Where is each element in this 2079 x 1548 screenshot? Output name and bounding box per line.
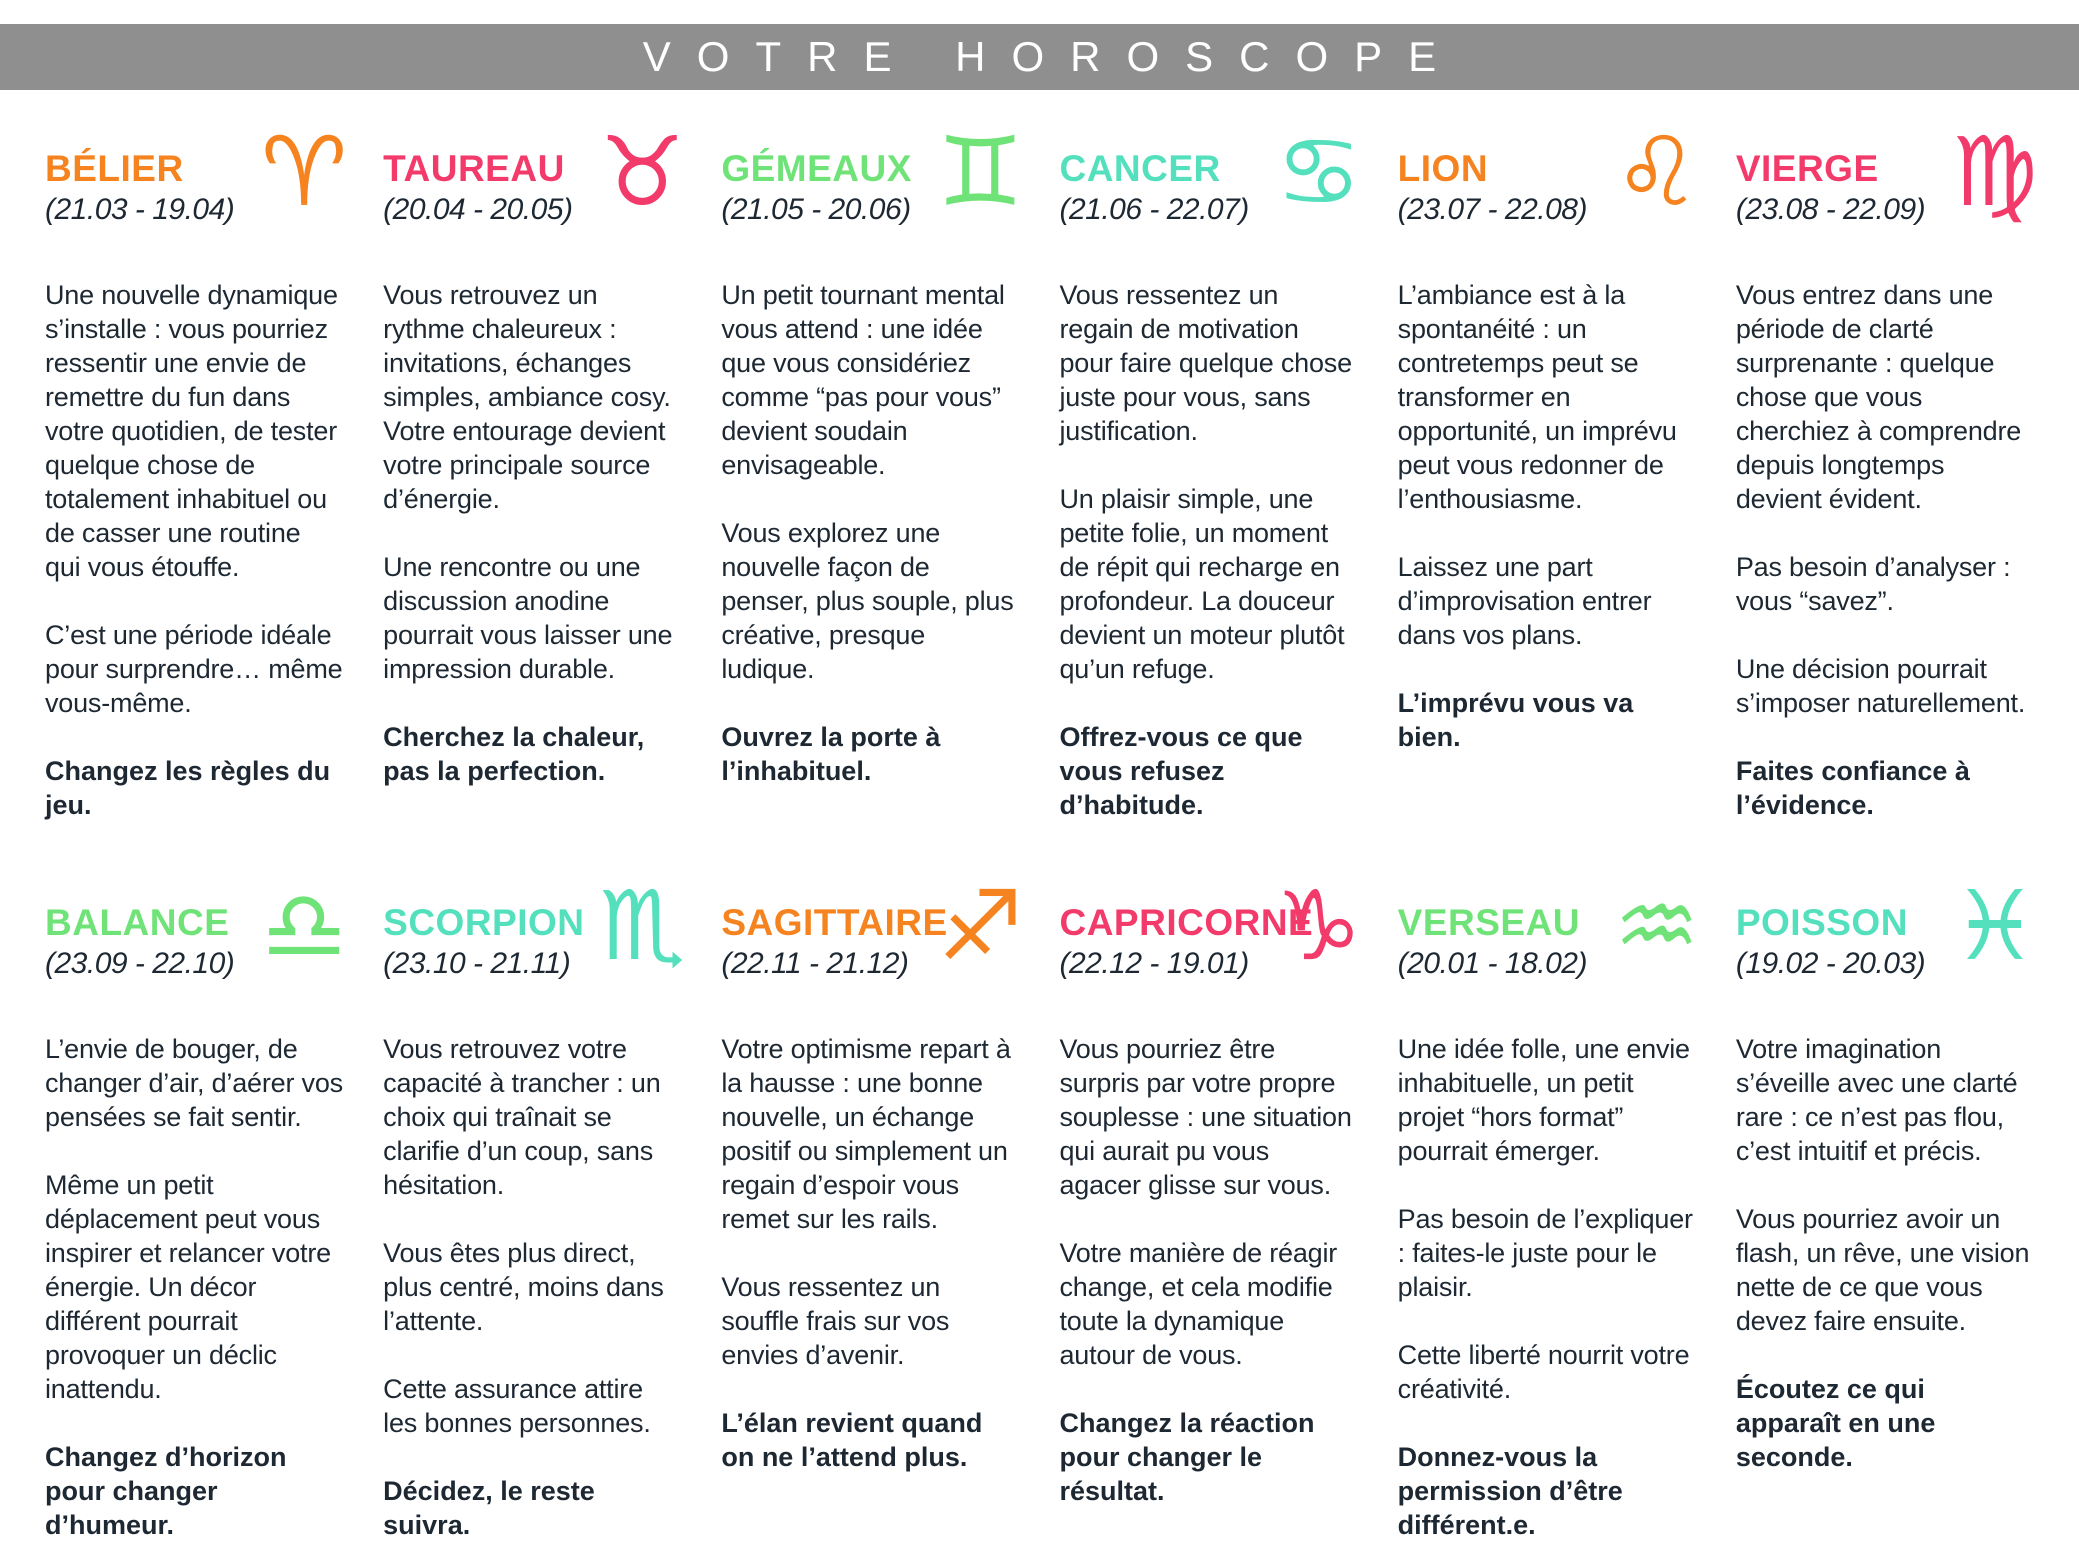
sign-highlight: Changez la réaction pour changer le résultat. bbox=[1059, 1408, 1315, 1507]
sign-paragraph: Votre manière de réagir change, et cela modifie toute la dynamique autour de vous. bbox=[1059, 1238, 1338, 1371]
pisces-icon: ♓ bbox=[1951, 870, 2038, 983]
sign-highlight: Changez d’horizon pour changer d’humeur. bbox=[45, 1442, 287, 1541]
sign-card bbox=[45, 116, 348, 822]
sign-paragraph: Une nouvelle dynamique s’installe : vous pourriez ressentir une envie de remettre du fun dans votre quotidien, de tester quelque chose de totalement inhabituel ou de casser une routine qui vous étouffe. bbox=[45, 280, 338, 583]
sign-paragraph: Une rencontre ou une discussion anodine pourrait vous laisser une impression durable. bbox=[383, 552, 673, 685]
cancer-icon: ♋ bbox=[1275, 116, 1362, 228]
sign-card bbox=[1059, 116, 1362, 822]
sign-paragraph: C’est une période idéale pour surprendre… même vous-même. bbox=[45, 620, 343, 719]
sign-card bbox=[1735, 116, 2038, 822]
sign-paragraph: Laissez une part d’improvisation entrer dans vos plans. bbox=[1397, 552, 1652, 651]
sign-name: VERSEAU bbox=[1397, 902, 1581, 944]
sign-dates: (20.01 - 18.02) bbox=[1397, 947, 1587, 981]
sign-name: CAPRICORNE bbox=[1059, 902, 1314, 944]
page-header-bar bbox=[0, 24, 2079, 90]
libra-icon: ♎ bbox=[261, 870, 348, 983]
sign-paragraph: Une décision pourrait s’imposer naturellement. bbox=[1735, 654, 2026, 719]
sign-paragraph: Vous pourriez avoir un flash, un rêve, une vision nette de ce que vous devez faire ensuite. bbox=[1735, 1204, 2030, 1337]
sign-highlight: Changez les règles du jeu. bbox=[45, 756, 331, 821]
sign-header bbox=[721, 870, 1024, 1014]
gemini-icon: ♊ bbox=[937, 116, 1024, 228]
sign-header bbox=[721, 116, 1024, 260]
sign-name: SCORPION bbox=[383, 902, 585, 944]
sign-highlight: Cherchez la chaleur, pas la perfection. bbox=[383, 722, 645, 787]
sign-paragraph: Votre optimisme repart à la hausse : une bonne nouvelle, un échange positif ou simplement un regain d’espoir vous remet sur les rails. bbox=[721, 1034, 1011, 1235]
sign-paragraph: Cette assurance attire les bonnes personnes. bbox=[383, 1374, 651, 1439]
sign-highlight: L’élan revient quand on ne l’attend plus. bbox=[721, 1408, 983, 1473]
sign-highlight: L’imprévu vous va bien. bbox=[1397, 688, 1634, 753]
sign-body bbox=[1398, 1032, 1696, 1542]
sign-paragraph: Vous retrouvez votre capacité à trancher : un choix qui traînait se clarifie d’un coup, sans hésitation. bbox=[383, 1034, 661, 1201]
sign-name: VIERGE bbox=[1735, 148, 1879, 189]
sign-paragraph: Vous êtes plus direct, plus centré, moins dans l’attente. bbox=[383, 1238, 664, 1337]
sign-dates: (20.04 - 20.05) bbox=[383, 192, 573, 226]
sign-header bbox=[1397, 870, 1700, 1014]
sign-paragraph: Pas besoin de l’expliquer : faites-le juste pour le plaisir. bbox=[1397, 1204, 1693, 1303]
sign-paragraph: Même un petit déplacement peut vous inspirer et relancer votre énergie. Un décor différent pourrait provoquer un déclic inattendu. bbox=[45, 1170, 331, 1405]
sign-paragraph: Cette liberté nourrit votre créativité. bbox=[1397, 1340, 1690, 1405]
sign-header bbox=[383, 116, 686, 260]
aquarius-icon: ♒ bbox=[1613, 870, 1700, 983]
sign-paragraph: Vous retrouvez un rythme chaleureux : invitations, échanges simples, ambiance cosy. Votre entourage devient votre principale source d’énergie. bbox=[383, 280, 671, 515]
sign-header bbox=[1735, 870, 2038, 1014]
virgo-icon: ♍ bbox=[1951, 116, 2038, 228]
sign-paragraph: Un plaisir simple, une petite folie, un moment de répit qui recharge en profondeur. La douceur devient un moteur plutôt qu’un refuge. bbox=[1059, 484, 1345, 685]
sign-header bbox=[1397, 116, 1700, 260]
sign-body bbox=[45, 278, 343, 822]
sign-header bbox=[1059, 116, 1362, 260]
sign-card bbox=[1397, 870, 1700, 1542]
sign-header bbox=[1059, 870, 1362, 1014]
sign-header bbox=[45, 870, 348, 1014]
sign-body bbox=[721, 278, 1019, 788]
sign-header bbox=[45, 116, 348, 260]
sign-dates: (23.08 - 22.09) bbox=[1735, 192, 1926, 226]
sign-body bbox=[1398, 278, 1696, 754]
sign-paragraph: Vous explorez une nouvelle façon de penser, plus souple, plus créative, presque ludique. bbox=[721, 518, 1014, 685]
sign-dates: (23.07 - 22.08) bbox=[1397, 192, 1587, 226]
sign-paragraph: Une idée folle, une envie inhabituelle, un petit projet “hors format” pourrait émerger. bbox=[1397, 1034, 1690, 1167]
sign-card bbox=[1397, 116, 1700, 822]
sign-header bbox=[1735, 116, 2038, 260]
sign-body bbox=[383, 278, 681, 788]
sign-card bbox=[1735, 870, 2038, 1542]
taurus-icon: ♉ bbox=[599, 116, 686, 228]
sign-card bbox=[721, 870, 1024, 1542]
sign-dates: (23.10 - 21.11) bbox=[383, 947, 571, 981]
sign-dates: (23.09 - 22.10) bbox=[45, 947, 235, 981]
sign-body bbox=[1059, 278, 1357, 822]
page-title: VOTRE HOROSCOPE bbox=[642, 33, 1463, 80]
sign-highlight: Donnez-vous la permission d’être différent.e. bbox=[1397, 1442, 1623, 1541]
sign-dates: (21.05 - 20.06) bbox=[721, 192, 911, 226]
scorpio-icon: ♏ bbox=[599, 870, 686, 983]
sign-dates: (21.03 - 19.04) bbox=[45, 192, 235, 226]
sign-dates: (19.02 - 20.03) bbox=[1735, 947, 1926, 981]
sign-name: GÉMEAUX bbox=[721, 148, 912, 189]
sign-card bbox=[1059, 870, 1362, 1542]
sign-name: CANCER bbox=[1059, 148, 1221, 189]
sign-paragraph: Vous pourriez être surpris par votre propre souplesse : une situation qui aurait pu vous agacer glisse sur vous. bbox=[1059, 1034, 1352, 1201]
sign-body bbox=[1736, 278, 2034, 822]
sign-highlight: Offrez-vous ce que vous refusez d’habitude. bbox=[1059, 722, 1303, 821]
sign-name: LION bbox=[1397, 148, 1489, 189]
sign-paragraph: Pas besoin d’analyser : vous “savez”. bbox=[1735, 552, 2011, 617]
sagittarius-icon: ♐ bbox=[937, 870, 1024, 983]
sign-paragraph: Vous ressentez un souffle frais sur vos envies d’avenir. bbox=[721, 1272, 950, 1371]
sign-paragraph: Vous entrez dans une période de clarté surprenante : quelque chose que vous cherchiez à comprendre depuis longtemps devient évident. bbox=[1735, 280, 2022, 515]
sign-highlight: Faites confiance à l’évidence. bbox=[1735, 756, 1970, 821]
sign-paragraph: L’envie de bouger, de changer d’air, d’aérer vos pensées se fait sentir. bbox=[45, 1034, 343, 1133]
sign-name: SAGITTAIRE bbox=[721, 902, 948, 944]
sign-highlight: Écoutez ce qui apparaît en une seconde. bbox=[1735, 1374, 1936, 1473]
sign-card bbox=[45, 870, 348, 1542]
sign-dates: (22.12 - 19.01) bbox=[1059, 947, 1249, 981]
capricorn-icon: ♑ bbox=[1275, 870, 1362, 983]
sign-paragraph: Vous ressentez un regain de motivation pour faire quelque chose juste pour vous, sans justification. bbox=[1059, 280, 1352, 447]
sign-highlight: Ouvrez la porte à l’inhabituel. bbox=[721, 722, 941, 787]
leo-icon: ♌ bbox=[1613, 116, 1700, 228]
signs-grid bbox=[45, 116, 2038, 1542]
horoscope-content bbox=[0, 90, 2079, 1542]
sign-dates: (21.06 - 22.07) bbox=[1059, 192, 1249, 226]
sign-card bbox=[383, 870, 686, 1542]
sign-name: BÉLIER bbox=[45, 148, 184, 189]
sign-name: BALANCE bbox=[45, 902, 230, 944]
sign-name: POISSON bbox=[1735, 902, 1908, 944]
sign-name: TAUREAU bbox=[383, 148, 565, 189]
sign-body bbox=[45, 1032, 343, 1542]
aries-icon: ♈ bbox=[261, 116, 348, 228]
sign-card bbox=[721, 116, 1024, 822]
sign-paragraph: L’ambiance est à la spontanéité : un contretemps peut se transformer en opportunité, un imprévu peut vous redonner de l’enthousiasme. bbox=[1397, 280, 1677, 515]
sign-highlight: Décidez, le reste suivra. bbox=[383, 1476, 595, 1541]
sign-body bbox=[383, 1032, 681, 1542]
sign-paragraph: Un petit tournant mental vous attend : une idée que vous considériez comme “pas pour vous” devient soudain envisageable. bbox=[721, 280, 1005, 481]
sign-card bbox=[383, 116, 686, 822]
sign-paragraph: Votre imagination s’éveille avec une clarté rare : ce n’est pas flou, c’est intuitif et précis. bbox=[1735, 1034, 2018, 1167]
sign-body bbox=[721, 1032, 1019, 1474]
sign-header bbox=[383, 870, 686, 1014]
sign-dates: (22.11 - 21.12) bbox=[721, 947, 909, 981]
sign-body bbox=[1736, 1032, 2034, 1474]
sign-body bbox=[1059, 1032, 1357, 1508]
